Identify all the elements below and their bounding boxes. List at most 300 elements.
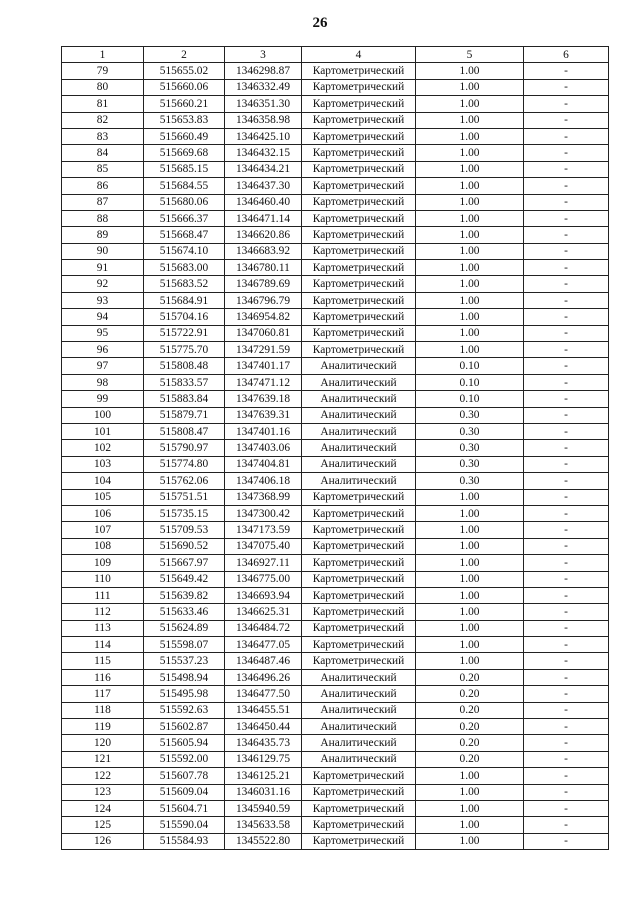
point-number-cell: 120 bbox=[62, 735, 144, 751]
x-coordinate-cell: 515624.89 bbox=[144, 620, 225, 636]
y-coordinate-cell: 1346683.92 bbox=[225, 243, 302, 259]
point-number-cell: 116 bbox=[62, 669, 144, 685]
accuracy-cell: 1.00 bbox=[416, 555, 524, 571]
point-number-cell: 117 bbox=[62, 686, 144, 702]
method-cell: Картометрический bbox=[302, 784, 416, 800]
x-coordinate-cell: 515833.57 bbox=[144, 374, 225, 390]
method-cell: Картометрический bbox=[302, 604, 416, 620]
y-coordinate-cell: 1347173.59 bbox=[225, 522, 302, 538]
note-cell: - bbox=[524, 227, 609, 243]
x-coordinate-cell: 515722.91 bbox=[144, 325, 225, 341]
accuracy-cell: 1.00 bbox=[416, 292, 524, 308]
method-cell: Картометрический bbox=[302, 227, 416, 243]
x-coordinate-cell: 515605.94 bbox=[144, 735, 225, 751]
note-cell: - bbox=[524, 440, 609, 456]
table-row bbox=[62, 227, 609, 243]
table-row bbox=[62, 210, 609, 226]
method-cell: Картометрический bbox=[302, 178, 416, 194]
point-number-cell: 122 bbox=[62, 768, 144, 784]
method-cell: Картометрический bbox=[302, 538, 416, 554]
table-row bbox=[62, 751, 609, 767]
x-coordinate-cell: 515660.06 bbox=[144, 79, 225, 95]
method-cell: Картометрический bbox=[302, 800, 416, 816]
y-coordinate-cell: 1346332.49 bbox=[225, 79, 302, 95]
table-row bbox=[62, 276, 609, 292]
note-cell: - bbox=[524, 489, 609, 505]
note-cell: - bbox=[524, 571, 609, 587]
point-number-cell: 100 bbox=[62, 407, 144, 423]
x-coordinate-cell: 515704.16 bbox=[144, 309, 225, 325]
accuracy-cell: 0.20 bbox=[416, 735, 524, 751]
note-cell: - bbox=[524, 751, 609, 767]
accuracy-cell: 1.00 bbox=[416, 505, 524, 521]
x-coordinate-cell: 515655.02 bbox=[144, 63, 225, 79]
method-cell: Аналитический bbox=[302, 423, 416, 439]
method-cell: Картометрический bbox=[302, 571, 416, 587]
accuracy-cell: 1.00 bbox=[416, 276, 524, 292]
table-row bbox=[62, 456, 609, 472]
note-cell: - bbox=[524, 686, 609, 702]
point-number-cell: 109 bbox=[62, 555, 144, 571]
note-cell: - bbox=[524, 456, 609, 472]
x-coordinate-cell: 515790.97 bbox=[144, 440, 225, 456]
method-cell: Картометрический bbox=[302, 505, 416, 521]
x-coordinate-cell: 515633.46 bbox=[144, 604, 225, 620]
point-number-cell: 89 bbox=[62, 227, 144, 243]
note-cell: - bbox=[524, 276, 609, 292]
accuracy-cell: 1.00 bbox=[416, 489, 524, 505]
table-row bbox=[62, 653, 609, 669]
y-coordinate-cell: 1346434.21 bbox=[225, 161, 302, 177]
table-row bbox=[62, 63, 609, 79]
note-cell: - bbox=[524, 735, 609, 751]
note-cell: - bbox=[524, 653, 609, 669]
y-coordinate-cell: 1346460.40 bbox=[225, 194, 302, 210]
y-coordinate-cell: 1346625.31 bbox=[225, 604, 302, 620]
y-coordinate-cell: 1347060.81 bbox=[225, 325, 302, 341]
method-cell: Картометрический bbox=[302, 63, 416, 79]
note-cell: - bbox=[524, 555, 609, 571]
note-cell: - bbox=[524, 784, 609, 800]
method-cell: Картометрический bbox=[302, 161, 416, 177]
x-coordinate-cell: 515668.47 bbox=[144, 227, 225, 243]
point-number-cell: 106 bbox=[62, 505, 144, 521]
note-cell: - bbox=[524, 505, 609, 521]
table-row bbox=[62, 292, 609, 308]
note-cell: - bbox=[524, 325, 609, 341]
accuracy-cell: 1.00 bbox=[416, 243, 524, 259]
method-cell: Картометрический bbox=[302, 325, 416, 341]
x-coordinate-cell: 515684.55 bbox=[144, 178, 225, 194]
table-row bbox=[62, 522, 609, 538]
accuracy-cell: 1.00 bbox=[416, 260, 524, 276]
note-cell: - bbox=[524, 669, 609, 685]
y-coordinate-cell: 1346927.11 bbox=[225, 555, 302, 571]
method-cell: Картометрический bbox=[302, 194, 416, 210]
y-coordinate-cell: 1347406.18 bbox=[225, 473, 302, 489]
accuracy-cell: 1.00 bbox=[416, 161, 524, 177]
accuracy-cell: 0.20 bbox=[416, 702, 524, 718]
y-coordinate-cell: 1347404.81 bbox=[225, 456, 302, 472]
table-row bbox=[62, 587, 609, 603]
y-coordinate-cell: 1347300.42 bbox=[225, 505, 302, 521]
point-number-cell: 119 bbox=[62, 719, 144, 735]
y-coordinate-cell: 1347639.31 bbox=[225, 407, 302, 423]
point-number-cell: 118 bbox=[62, 702, 144, 718]
note-cell: - bbox=[524, 63, 609, 79]
table-row bbox=[62, 145, 609, 161]
table-row bbox=[62, 374, 609, 390]
method-cell: Аналитический bbox=[302, 702, 416, 718]
table-row bbox=[62, 620, 609, 636]
accuracy-cell: 1.00 bbox=[416, 128, 524, 144]
column-header: 3 bbox=[225, 47, 302, 63]
y-coordinate-cell: 1346477.05 bbox=[225, 637, 302, 653]
point-number-cell: 96 bbox=[62, 342, 144, 358]
point-number-cell: 87 bbox=[62, 194, 144, 210]
x-coordinate-cell: 515584.93 bbox=[144, 833, 225, 849]
x-coordinate-cell: 515592.63 bbox=[144, 702, 225, 718]
note-cell: - bbox=[524, 145, 609, 161]
accuracy-cell: 1.00 bbox=[416, 833, 524, 849]
x-coordinate-cell: 515602.87 bbox=[144, 719, 225, 735]
point-number-cell: 102 bbox=[62, 440, 144, 456]
y-coordinate-cell: 1346775.00 bbox=[225, 571, 302, 587]
page-number: 26 bbox=[312, 15, 328, 31]
note-cell: - bbox=[524, 587, 609, 603]
point-number-cell: 91 bbox=[62, 260, 144, 276]
point-number-cell: 113 bbox=[62, 620, 144, 636]
method-cell: Картометрический bbox=[302, 96, 416, 112]
point-number-cell: 107 bbox=[62, 522, 144, 538]
x-coordinate-cell: 515690.52 bbox=[144, 538, 225, 554]
x-coordinate-cell: 515666.37 bbox=[144, 210, 225, 226]
note-cell: - bbox=[524, 522, 609, 538]
method-cell: Аналитический bbox=[302, 374, 416, 390]
note-cell: - bbox=[524, 538, 609, 554]
x-coordinate-cell: 515685.15 bbox=[144, 161, 225, 177]
table-row bbox=[62, 161, 609, 177]
accuracy-cell: 0.20 bbox=[416, 719, 524, 735]
point-number-cell: 83 bbox=[62, 128, 144, 144]
point-number-cell: 94 bbox=[62, 309, 144, 325]
accuracy-cell: 1.00 bbox=[416, 587, 524, 603]
point-number-cell: 98 bbox=[62, 374, 144, 390]
y-coordinate-cell: 1346437.30 bbox=[225, 178, 302, 194]
y-coordinate-cell: 1346954.82 bbox=[225, 309, 302, 325]
table-row bbox=[62, 79, 609, 95]
method-cell: Картометрический bbox=[302, 342, 416, 358]
point-number-cell: 108 bbox=[62, 538, 144, 554]
table-row bbox=[62, 260, 609, 276]
table-row bbox=[62, 112, 609, 128]
note-cell: - bbox=[524, 637, 609, 653]
x-coordinate-cell: 515683.52 bbox=[144, 276, 225, 292]
point-number-cell: 105 bbox=[62, 489, 144, 505]
y-coordinate-cell: 1346031.16 bbox=[225, 784, 302, 800]
point-number-cell: 95 bbox=[62, 325, 144, 341]
x-coordinate-cell: 515680.06 bbox=[144, 194, 225, 210]
y-coordinate-cell: 1346780.11 bbox=[225, 260, 302, 276]
table-row bbox=[62, 128, 609, 144]
x-coordinate-cell: 515808.48 bbox=[144, 358, 225, 374]
method-cell: Аналитический bbox=[302, 358, 416, 374]
accuracy-cell: 1.00 bbox=[416, 145, 524, 161]
note-cell: - bbox=[524, 374, 609, 390]
note-cell: - bbox=[524, 407, 609, 423]
point-number-cell: 80 bbox=[62, 79, 144, 95]
accuracy-cell: 1.00 bbox=[416, 194, 524, 210]
table-row bbox=[62, 407, 609, 423]
x-coordinate-cell: 515592.00 bbox=[144, 751, 225, 767]
y-coordinate-cell: 1346358.98 bbox=[225, 112, 302, 128]
accuracy-cell: 1.00 bbox=[416, 784, 524, 800]
point-number-cell: 126 bbox=[62, 833, 144, 849]
table-row bbox=[62, 358, 609, 374]
method-cell: Картометрический bbox=[302, 112, 416, 128]
point-number-cell: 101 bbox=[62, 423, 144, 439]
note-cell: - bbox=[524, 194, 609, 210]
accuracy-cell: 1.00 bbox=[416, 571, 524, 587]
note-cell: - bbox=[524, 800, 609, 816]
table-row bbox=[62, 538, 609, 554]
point-number-cell: 97 bbox=[62, 358, 144, 374]
y-coordinate-cell: 1346487.46 bbox=[225, 653, 302, 669]
x-coordinate-cell: 515669.68 bbox=[144, 145, 225, 161]
x-coordinate-cell: 515674.10 bbox=[144, 243, 225, 259]
accuracy-cell: 1.00 bbox=[416, 210, 524, 226]
x-coordinate-cell: 515639.82 bbox=[144, 587, 225, 603]
x-coordinate-cell: 515684.91 bbox=[144, 292, 225, 308]
method-cell: Картометрический bbox=[302, 292, 416, 308]
x-coordinate-cell: 515609.04 bbox=[144, 784, 225, 800]
note-cell: - bbox=[524, 719, 609, 735]
table-row bbox=[62, 243, 609, 259]
y-coordinate-cell: 1347403.06 bbox=[225, 440, 302, 456]
accuracy-cell: 1.00 bbox=[416, 342, 524, 358]
method-cell: Картометрический bbox=[302, 522, 416, 538]
y-coordinate-cell: 1345940.59 bbox=[225, 800, 302, 816]
note-cell: - bbox=[524, 178, 609, 194]
note-cell: - bbox=[524, 128, 609, 144]
accuracy-cell: 0.30 bbox=[416, 440, 524, 456]
accuracy-cell: 1.00 bbox=[416, 620, 524, 636]
table-row bbox=[62, 473, 609, 489]
note-cell: - bbox=[524, 292, 609, 308]
table-row bbox=[62, 800, 609, 816]
x-coordinate-cell: 515775.70 bbox=[144, 342, 225, 358]
y-coordinate-cell: 1347368.99 bbox=[225, 489, 302, 505]
y-coordinate-cell: 1346455.51 bbox=[225, 702, 302, 718]
note-cell: - bbox=[524, 423, 609, 439]
point-number-cell: 110 bbox=[62, 571, 144, 587]
table-header-row bbox=[62, 47, 609, 63]
y-coordinate-cell: 1345633.58 bbox=[225, 817, 302, 833]
note-cell: - bbox=[524, 96, 609, 112]
accuracy-cell: 0.20 bbox=[416, 686, 524, 702]
note-cell: - bbox=[524, 702, 609, 718]
accuracy-cell: 0.10 bbox=[416, 391, 524, 407]
method-cell: Аналитический bbox=[302, 686, 416, 702]
accuracy-cell: 0.30 bbox=[416, 473, 524, 489]
x-coordinate-cell: 515762.06 bbox=[144, 473, 225, 489]
point-number-cell: 123 bbox=[62, 784, 144, 800]
y-coordinate-cell: 1347471.12 bbox=[225, 374, 302, 390]
y-coordinate-cell: 1346477.50 bbox=[225, 686, 302, 702]
table-row bbox=[62, 719, 609, 735]
x-coordinate-cell: 515598.07 bbox=[144, 637, 225, 653]
table-row bbox=[62, 423, 609, 439]
method-cell: Картометрический bbox=[302, 768, 416, 784]
x-coordinate-cell: 515751.51 bbox=[144, 489, 225, 505]
point-number-cell: 93 bbox=[62, 292, 144, 308]
table-row bbox=[62, 669, 609, 685]
y-coordinate-cell: 1346435.73 bbox=[225, 735, 302, 751]
note-cell: - bbox=[524, 833, 609, 849]
method-cell: Картометрический bbox=[302, 653, 416, 669]
accuracy-cell: 1.00 bbox=[416, 817, 524, 833]
table-row bbox=[62, 735, 609, 751]
y-coordinate-cell: 1346693.94 bbox=[225, 587, 302, 603]
accuracy-cell: 0.10 bbox=[416, 374, 524, 390]
x-coordinate-cell: 515709.53 bbox=[144, 522, 225, 538]
y-coordinate-cell: 1347075.40 bbox=[225, 538, 302, 554]
table-row bbox=[62, 178, 609, 194]
accuracy-cell: 0.30 bbox=[416, 407, 524, 423]
note-cell: - bbox=[524, 243, 609, 259]
accuracy-cell: 1.00 bbox=[416, 637, 524, 653]
accuracy-cell: 1.00 bbox=[416, 768, 524, 784]
x-coordinate-cell: 515660.21 bbox=[144, 96, 225, 112]
y-coordinate-cell: 1345522.80 bbox=[225, 833, 302, 849]
point-number-cell: 125 bbox=[62, 817, 144, 833]
method-cell: Картометрический bbox=[302, 145, 416, 161]
accuracy-cell: 0.30 bbox=[416, 456, 524, 472]
note-cell: - bbox=[524, 342, 609, 358]
accuracy-cell: 1.00 bbox=[416, 63, 524, 79]
y-coordinate-cell: 1346471.14 bbox=[225, 210, 302, 226]
point-number-cell: 103 bbox=[62, 456, 144, 472]
x-coordinate-cell: 515607.78 bbox=[144, 768, 225, 784]
x-coordinate-cell: 515735.15 bbox=[144, 505, 225, 521]
table-row bbox=[62, 489, 609, 505]
note-cell: - bbox=[524, 79, 609, 95]
method-cell: Картометрический bbox=[302, 260, 416, 276]
method-cell: Картометрический bbox=[302, 128, 416, 144]
x-coordinate-cell: 515495.98 bbox=[144, 686, 225, 702]
y-coordinate-cell: 1346620.86 bbox=[225, 227, 302, 243]
method-cell: Картометрический bbox=[302, 276, 416, 292]
x-coordinate-cell: 515660.49 bbox=[144, 128, 225, 144]
accuracy-cell: 0.20 bbox=[416, 751, 524, 767]
table-row bbox=[62, 817, 609, 833]
table-row bbox=[62, 96, 609, 112]
note-cell: - bbox=[524, 391, 609, 407]
accuracy-cell: 1.00 bbox=[416, 112, 524, 128]
accuracy-cell: 1.00 bbox=[416, 653, 524, 669]
table-body bbox=[62, 63, 609, 850]
method-cell: Картометрический bbox=[302, 79, 416, 95]
method-cell: Аналитический bbox=[302, 473, 416, 489]
table-row bbox=[62, 702, 609, 718]
point-number-cell: 81 bbox=[62, 96, 144, 112]
point-number-cell: 88 bbox=[62, 210, 144, 226]
x-coordinate-cell: 515683.00 bbox=[144, 260, 225, 276]
point-number-cell: 121 bbox=[62, 751, 144, 767]
note-cell: - bbox=[524, 817, 609, 833]
point-number-cell: 124 bbox=[62, 800, 144, 816]
note-cell: - bbox=[524, 112, 609, 128]
accuracy-cell: 1.00 bbox=[416, 325, 524, 341]
x-coordinate-cell: 515537.23 bbox=[144, 653, 225, 669]
method-cell: Аналитический bbox=[302, 719, 416, 735]
note-cell: - bbox=[524, 620, 609, 636]
y-coordinate-cell: 1346796.79 bbox=[225, 292, 302, 308]
note-cell: - bbox=[524, 358, 609, 374]
method-cell: Аналитический bbox=[302, 440, 416, 456]
accuracy-cell: 1.00 bbox=[416, 800, 524, 816]
point-number-cell: 114 bbox=[62, 637, 144, 653]
table-row bbox=[62, 768, 609, 784]
accuracy-cell: 1.00 bbox=[416, 522, 524, 538]
table-row bbox=[62, 391, 609, 407]
x-coordinate-cell: 515879.71 bbox=[144, 407, 225, 423]
method-cell: Картометрический bbox=[302, 817, 416, 833]
method-cell: Картометрический bbox=[302, 243, 416, 259]
method-cell: Картометрический bbox=[302, 210, 416, 226]
method-cell: Картометрический bbox=[302, 489, 416, 505]
x-coordinate-cell: 515498.94 bbox=[144, 669, 225, 685]
y-coordinate-cell: 1346129.75 bbox=[225, 751, 302, 767]
y-coordinate-cell: 1346298.87 bbox=[225, 63, 302, 79]
table-row bbox=[62, 784, 609, 800]
y-coordinate-cell: 1346425.10 bbox=[225, 128, 302, 144]
column-header: 4 bbox=[302, 47, 416, 63]
accuracy-cell: 1.00 bbox=[416, 309, 524, 325]
y-coordinate-cell: 1346496.26 bbox=[225, 669, 302, 685]
x-coordinate-cell: 515604.71 bbox=[144, 800, 225, 816]
accuracy-cell: 1.00 bbox=[416, 538, 524, 554]
table-row bbox=[62, 309, 609, 325]
x-coordinate-cell: 515649.42 bbox=[144, 571, 225, 587]
accuracy-cell: 1.00 bbox=[416, 604, 524, 620]
accuracy-cell: 1.00 bbox=[416, 227, 524, 243]
accuracy-cell: 1.00 bbox=[416, 178, 524, 194]
point-number-cell: 85 bbox=[62, 161, 144, 177]
y-coordinate-cell: 1347401.16 bbox=[225, 423, 302, 439]
point-number-cell: 79 bbox=[62, 63, 144, 79]
y-coordinate-cell: 1346789.69 bbox=[225, 276, 302, 292]
point-number-cell: 115 bbox=[62, 653, 144, 669]
note-cell: - bbox=[524, 161, 609, 177]
point-number-cell: 92 bbox=[62, 276, 144, 292]
column-header: 2 bbox=[144, 47, 225, 63]
table-row bbox=[62, 342, 609, 358]
accuracy-cell: 1.00 bbox=[416, 79, 524, 95]
method-cell: Картометрический bbox=[302, 620, 416, 636]
coordinates-table bbox=[61, 46, 609, 850]
accuracy-cell: 0.10 bbox=[416, 358, 524, 374]
note-cell: - bbox=[524, 210, 609, 226]
x-coordinate-cell: 515883.84 bbox=[144, 391, 225, 407]
note-cell: - bbox=[524, 768, 609, 784]
method-cell: Картометрический bbox=[302, 833, 416, 849]
table-row bbox=[62, 325, 609, 341]
method-cell: Картометрический bbox=[302, 555, 416, 571]
point-number-cell: 112 bbox=[62, 604, 144, 620]
x-coordinate-cell: 515667.97 bbox=[144, 555, 225, 571]
table-row bbox=[62, 833, 609, 849]
